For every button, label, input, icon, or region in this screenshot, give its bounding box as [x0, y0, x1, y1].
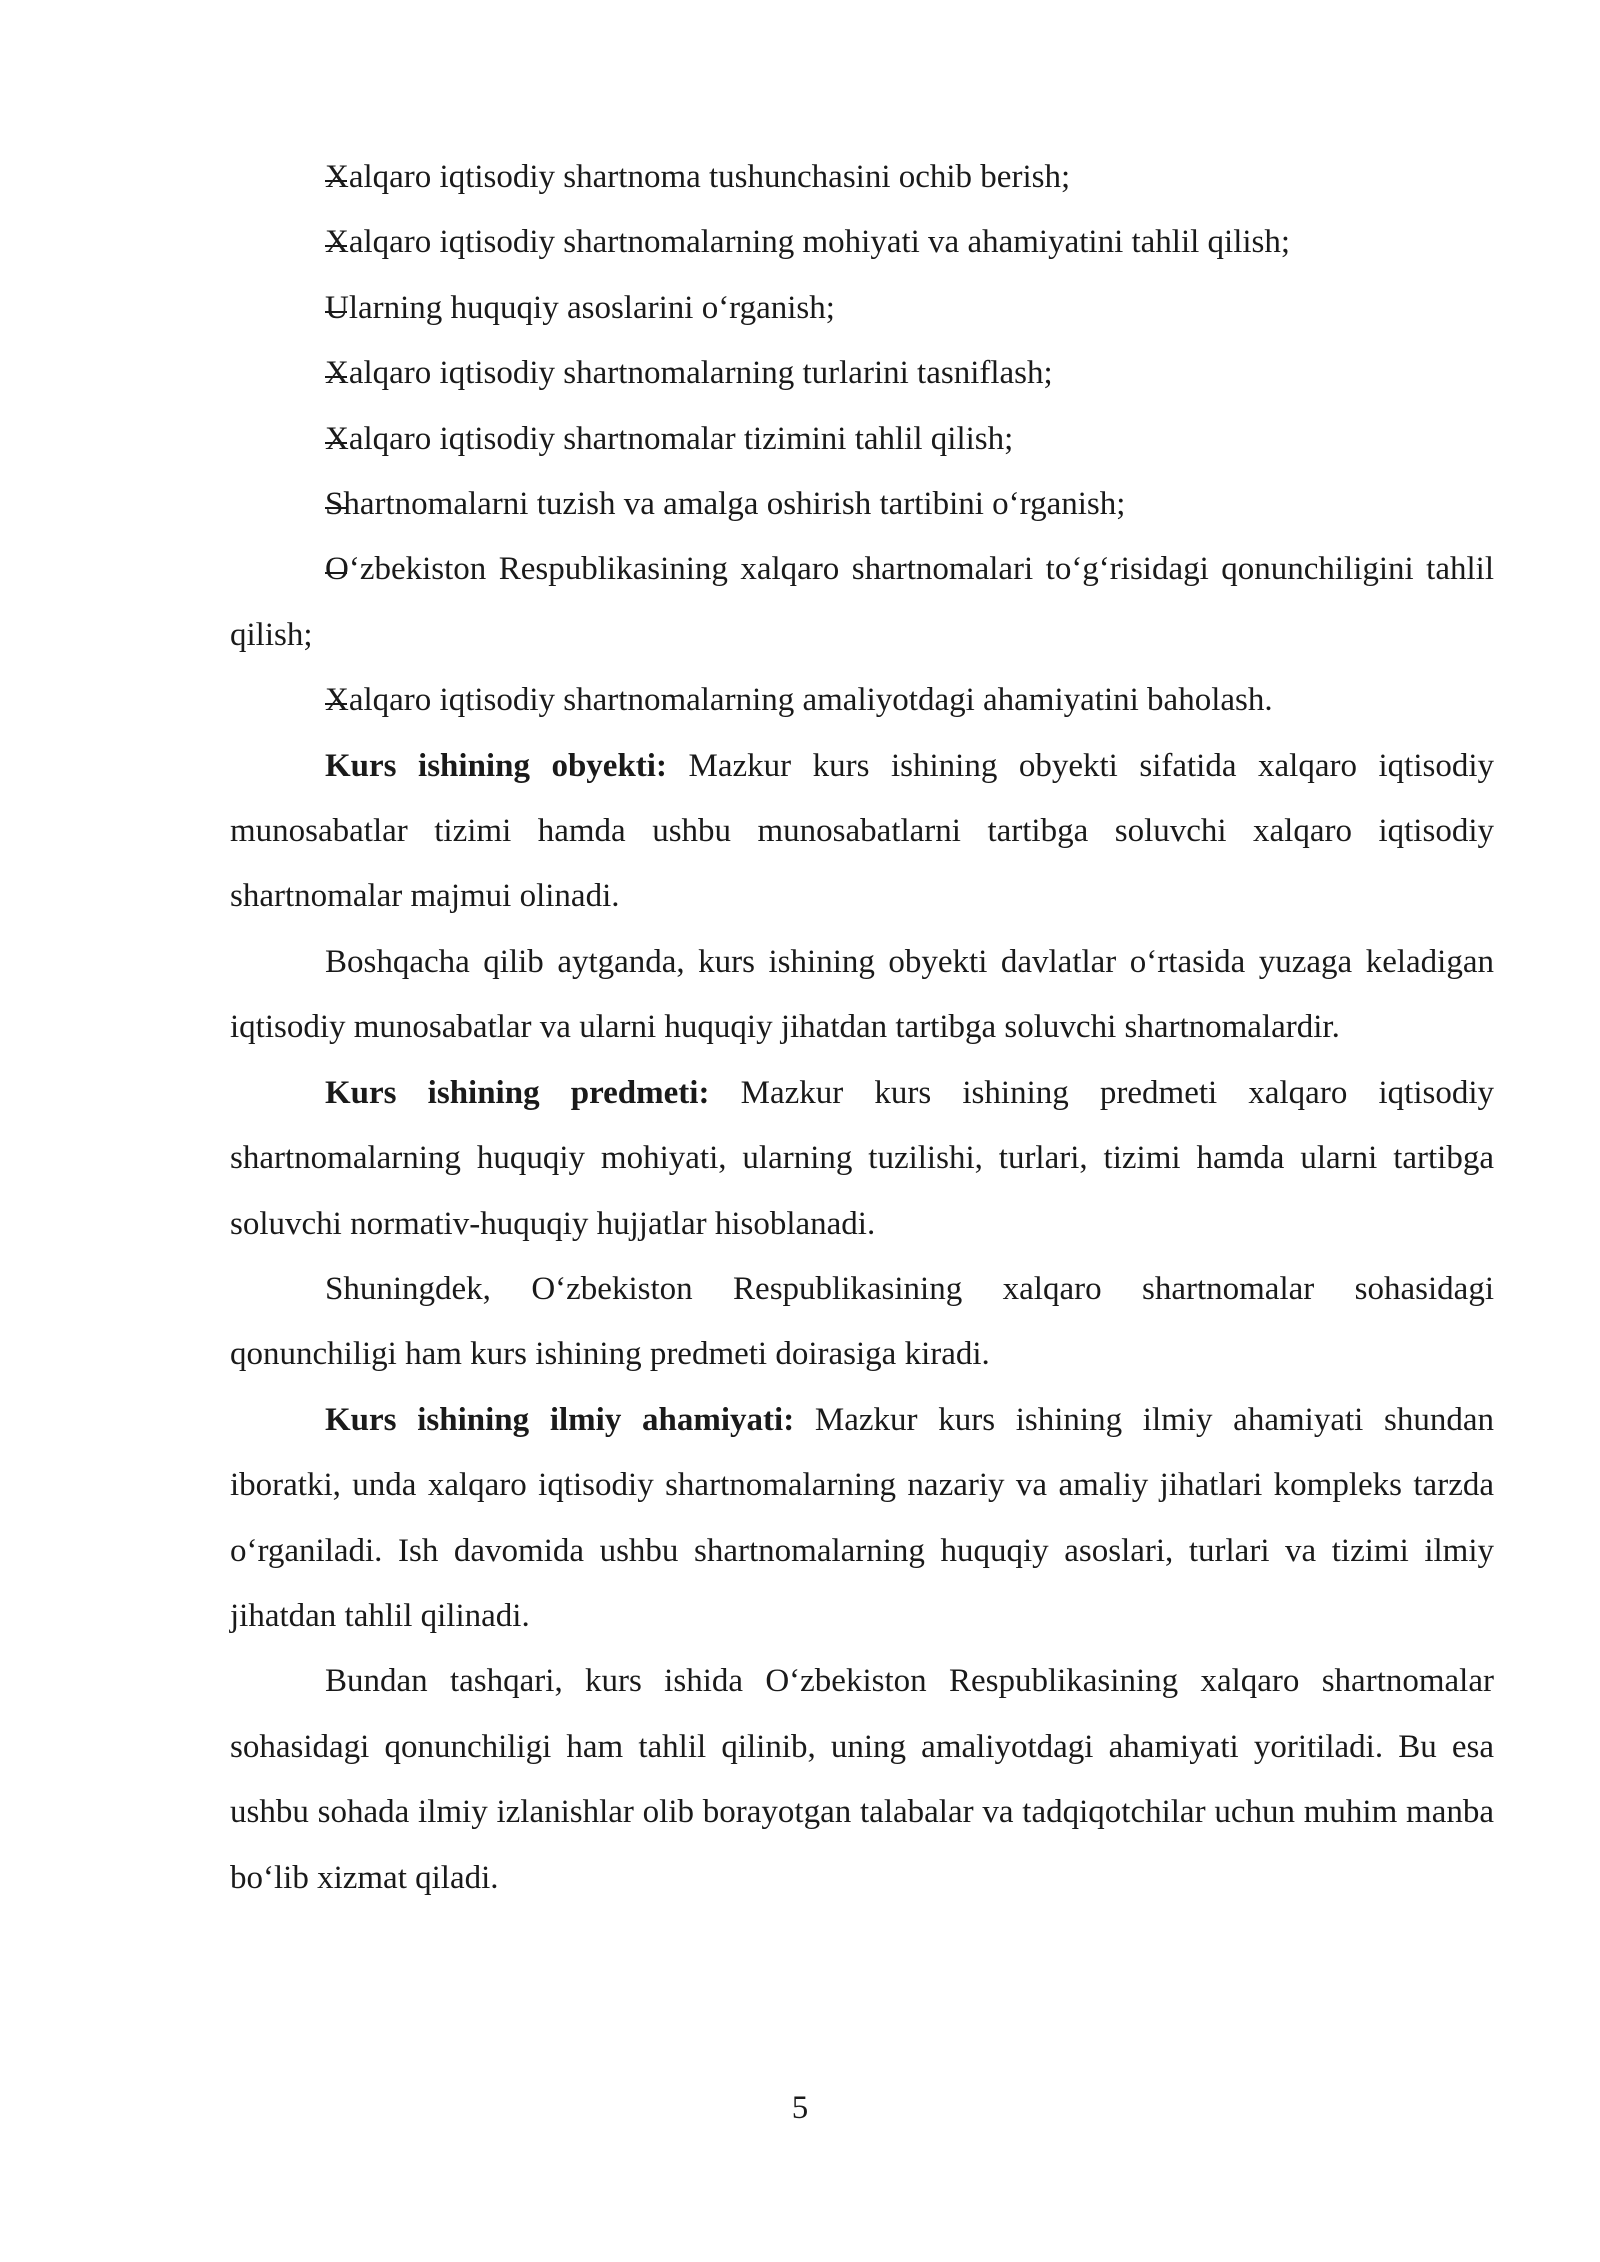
document-body — [230, 145, 1494, 1911]
subject-paragraph — [230, 1061, 1494, 1257]
object-heading: Kurs ishining obyekti: — [325, 747, 667, 784]
task-list-item — [230, 210, 1494, 275]
task-list-item — [230, 341, 1494, 406]
task-text: O‘zbekiston Respublikasining xalqaro shartnomalari to‘g‘risidagi qonunchiligini tahlil qilish; — [230, 551, 1494, 653]
task-text: Xalqaro iqtisodiy shartnomalarning amaliyotdagi ahamiyatini baholash. — [325, 682, 1273, 719]
subject-heading: Kurs ishining predmeti: — [325, 1074, 710, 1111]
task-list-item — [230, 668, 1494, 733]
task-list-item — [230, 472, 1494, 537]
object-extra-paragraph: Boshqacha qilib aytganda, kurs ishining obyekti davlatlar o‘rtasida yuzaga keladigan iqtisodiy munosabatlar va ularni huquqiy jihatdan tartibga soluvchi shartnomalardir. — [230, 943, 1494, 1046]
subject-extra-paragraph: Shuningdek, O‘zbekiston Respublikasining xalqaro shartnomalar sohasidagi qonunchiligi ham kurs ishining predmeti doirasiga kiradi. — [230, 1270, 1494, 1373]
task-text: Xalqaro iqtisodiy shartnomalarning mohiyati va ahamiyatini tahlil qilish; — [325, 224, 1291, 261]
task-text: Xalqaro iqtisodiy shartnomalar tizimini tahlil qilish; — [325, 420, 1014, 457]
task-text: Shartnomalarni tuzish va amalga oshirish tartibini o‘rganish; — [325, 486, 1126, 523]
task-text: Xalqaro iqtisodiy shartnoma tushunchasini ochib berish; — [325, 159, 1071, 195]
subject-text: Mazkur kurs ishining predmeti xalqaro iqtisodiy shartnomalarning huquqiy mohiyati, ularning tuzilishi, turlari, tizimi hamda ularni tartibga soluvchi normativ-huquqiy hujjatlar hisoblanadi. — [230, 1074, 1494, 1242]
significance-extra-paragraph: Bundan tashqari, kurs ishida O‘zbekiston Respublikasining xalqaro shartnomalar sohasidagi qonunchiligi ham tahlil qilinib, uning amaliyotdagi ahamiyati yoritiladi. Bu esa ushbu sohada ilmiy izlanishlar olib borayotgan talabalar va tadqiqotchilar uchun muhim manba bo‘lib xizmat qiladi. — [230, 1663, 1494, 1896]
task-list-item — [230, 276, 1494, 341]
object-text: Mazkur kurs ishining obyekti sifatida xalqaro iqtisodiy munosabatlar tizimi hamda ushbu munosabatlarni tartibga soluvchi xalqaro iqtisodiy shartnomalar majmui olinadi. — [230, 747, 1495, 915]
task-list-item — [230, 537, 1494, 668]
significance-paragraph — [230, 1388, 1494, 1650]
task-list-item — [230, 145, 1494, 210]
task-list-item — [230, 407, 1494, 472]
page-number: 5 — [791, 2090, 809, 2126]
significance-heading: Kurs ishining ilmiy ahamiyati: — [325, 1401, 795, 1438]
object-paragraph — [230, 734, 1494, 930]
task-text: Ularning huquqiy asoslarini o‘rganish; — [325, 289, 835, 326]
task-text: Xalqaro iqtisodiy shartnomalarning turlarini tasniflash; — [325, 355, 1053, 392]
significance-text: Mazkur kurs ishining ilmiy ahamiyati shundan iboratki, unda xalqaro iqtisodiy shartnomalarning nazariy va amaliy jihatlari kompleks tarzda o‘rganiladi. Ish davomida ushbu shartnomalarning huquqiy asoslari, turlari va tizimi ilmiy jihatdan tahlil qilinadi. — [230, 1401, 1494, 1634]
